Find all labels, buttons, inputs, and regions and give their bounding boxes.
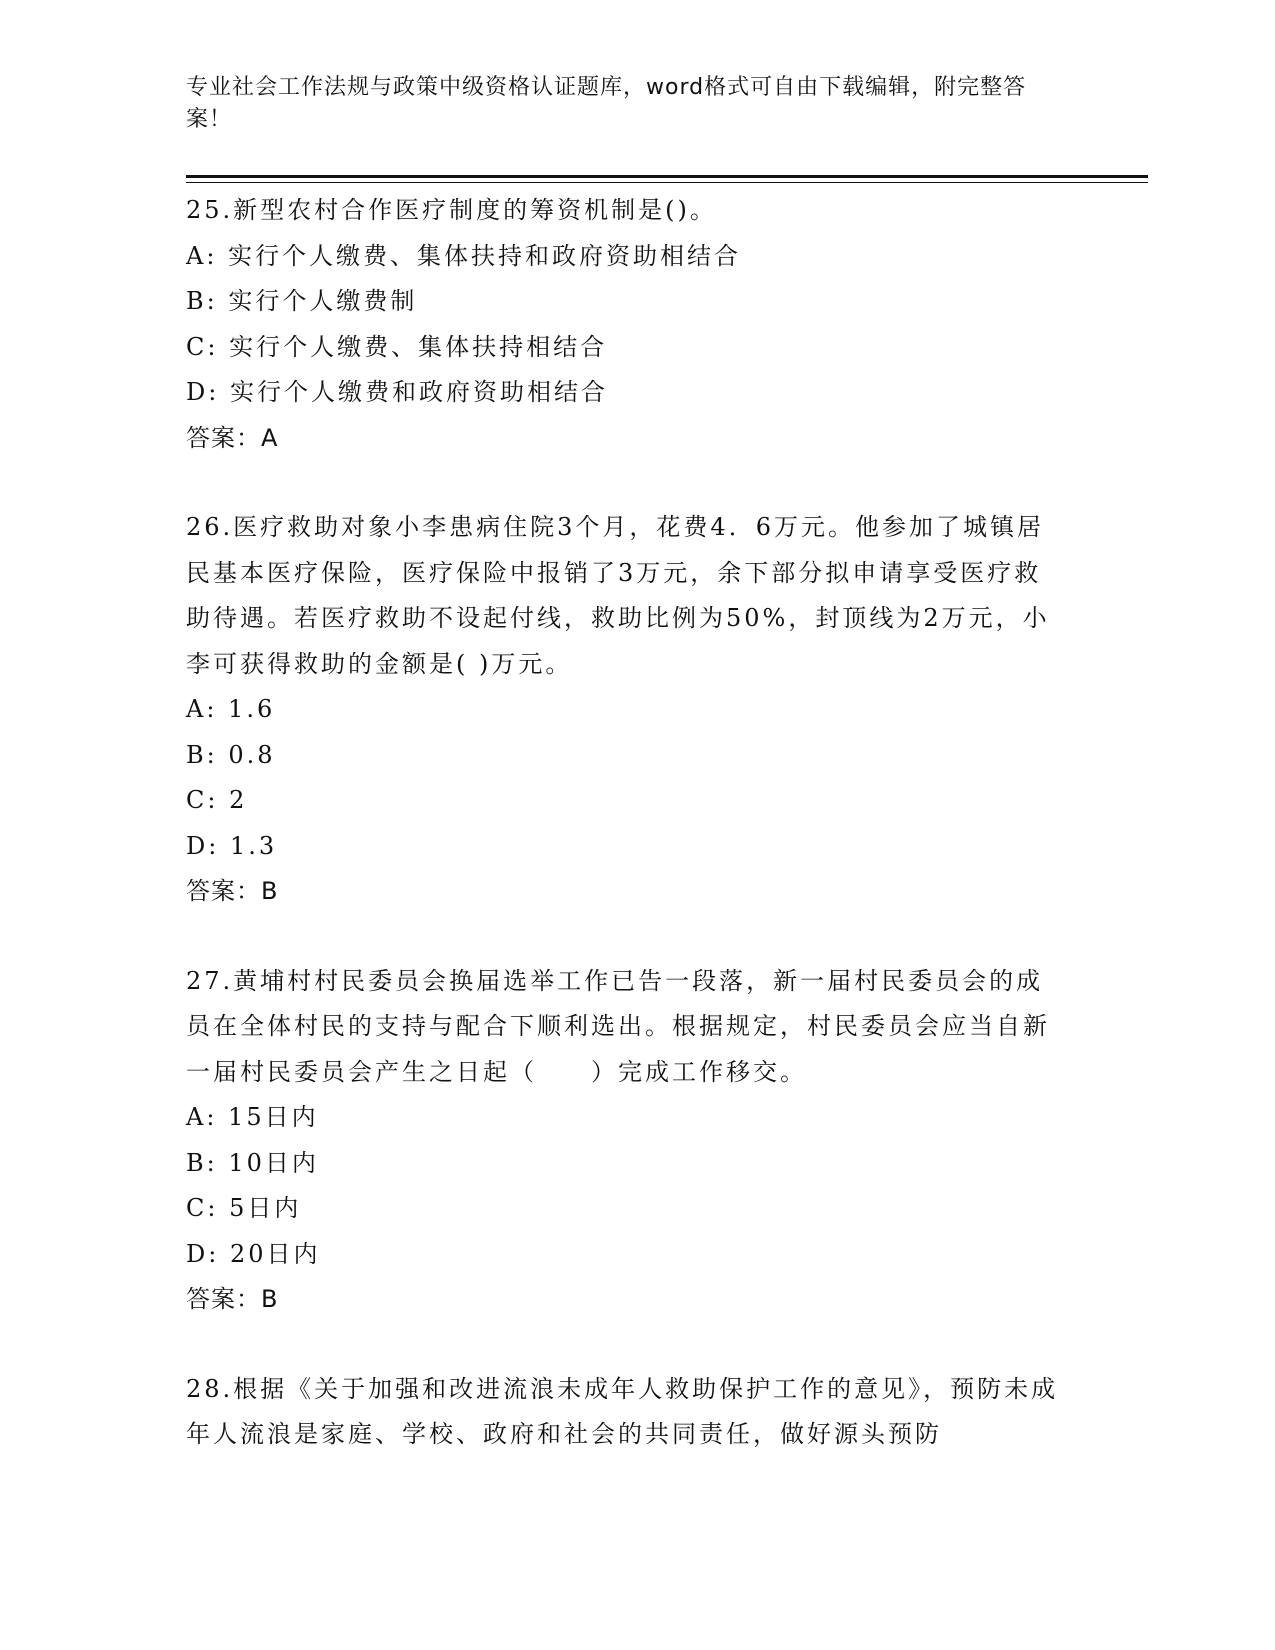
option-b: B: 实行个人缴费制 bbox=[186, 287, 418, 315]
question-27 bbox=[186, 959, 1066, 1323]
question-stem: 28.根据《关于加强和改进流浪未成年人救助保护工作的意见》，预防未成年人流浪是家庭、学校、政府和社会的共同责任，做好源头预防 bbox=[186, 1374, 1059, 1448]
header-divider-thick bbox=[186, 175, 1148, 178]
answer-label: 答案：B bbox=[186, 1285, 279, 1313]
question-26 bbox=[186, 505, 1066, 915]
option-a: A: 实行个人缴费、集体扶持和政府资助相结合 bbox=[186, 241, 742, 270]
option-c: C: 实行个人缴费、集体扶持相结合 bbox=[186, 332, 608, 361]
question-list bbox=[186, 188, 1066, 1502]
option-a: A: 15日内 bbox=[186, 1103, 319, 1131]
option-c: C: 2 bbox=[186, 786, 248, 814]
question-stem: 26.医疗救助对象小李患病住院3个月，花费4．6万元。他参加了城镇居民基本医疗保险，医疗保险中报销了3万元，余下部分拟申请享受医疗救助待遇。若医疗救助不设起付线，救助比例为50%，封顶线为2万元，小李可获得救助的金额是( )万元。 bbox=[186, 513, 1050, 678]
answer-label: 答案：A bbox=[186, 423, 279, 452]
option-b: B: 10日内 bbox=[186, 1148, 319, 1177]
question-stem: 25.新型农村合作医疗制度的筹资机制是()。 bbox=[186, 196, 717, 224]
question-25 bbox=[186, 188, 1066, 461]
option-c: C: 5日内 bbox=[186, 1194, 302, 1222]
header-divider-thin bbox=[186, 182, 1148, 183]
question-stem: 27.黄埔村村民委员会换届选举工作已告一段落，新一届村民委员会的成员在全体村民的支持与配合下顺利选出。根据规定，村民委员会应当自新一届村民委员会产生之日起（ ）完成工作移交。 bbox=[186, 966, 1050, 1086]
option-d: D: 实行个人缴费和政府资助相结合 bbox=[186, 378, 608, 406]
page-header: 专业社会工作法规与政策中级资格认证题库，word格式可自由下载编辑，附完整答案！ bbox=[186, 75, 1027, 132]
option-d: D: 1.3 bbox=[186, 831, 278, 860]
question-28 bbox=[186, 1367, 1066, 1458]
answer-label: 答案：B bbox=[186, 877, 279, 905]
option-a: A: 1.6 bbox=[186, 695, 276, 723]
option-d: D: 20日内 bbox=[186, 1239, 321, 1268]
option-b: B: 0.8 bbox=[186, 740, 276, 769]
